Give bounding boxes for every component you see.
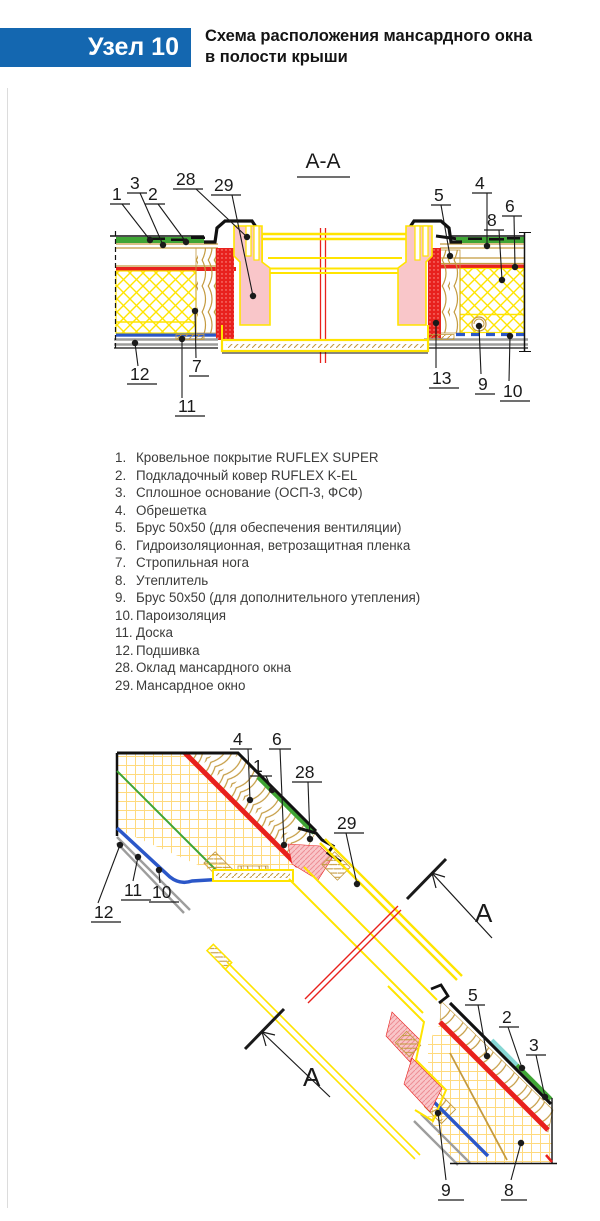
upper-roof-block [117,753,420,1159]
svg-text:12: 12 [130,364,150,384]
glazing-lines [262,234,408,239]
svg-text:8: 8 [504,1180,514,1200]
svg-text:29: 29 [337,813,357,833]
left-roof-layers [110,231,236,350]
svg-text:6: 6 [272,729,282,749]
rafter-wood [196,248,216,333]
window-unit [204,221,462,363]
legend-item: 4. Обрешетка [115,502,207,518]
svg-text:10: 10 [152,882,172,902]
svg-text:5: 5 [434,185,444,205]
callout-3 [127,173,166,248]
legend-item: 1. Кровельное покрытие RUFLEX SUPER [115,450,379,465]
svg-text:6: 6 [505,196,515,216]
svg-text:10: 10 [503,381,523,401]
legend-item: 6. Гидроизоляционная, ветрозащитная пленка [115,537,411,553]
junction-red-band [216,248,234,340]
window-frame-left [234,226,270,325]
section-title: А-А [305,150,341,173]
legend-item: 12. Подшивка [115,642,200,658]
lining-gray [424,340,528,345]
legend-item: 28. Оклад мансардного окна [115,660,292,675]
svg-text:7: 7 [192,356,202,376]
lower-roof-block [386,985,557,1165]
svg-text:12: 12 [94,902,114,922]
svg-text:28: 28 [295,762,315,782]
svg-text:8: 8 [487,210,497,230]
svg-text:3: 3 [529,1035,539,1055]
callout-12 [127,340,157,384]
vent-batten-wood [440,250,460,333]
svg-text:2: 2 [148,184,158,204]
svg-text:2: 2 [502,1007,512,1027]
callout-12 [91,842,123,922]
svg-text:3: 3 [130,173,140,193]
legend-item: 7. Стропильная нога [115,555,249,570]
svg-text:11: 11 [124,880,143,900]
diagram-inclined-section [91,729,557,1200]
insulation-hatch [116,271,196,322]
node-badge: Узел 10 [0,28,191,67]
window-top-frame [288,828,462,1013]
insulation-hatch [460,269,524,315]
callout-6 [502,196,522,270]
board-piece [428,335,454,340]
callout-11 [121,854,151,900]
legend-item: 2. Подкладочный ковер RUFLEX K-EL [115,467,358,483]
svg-text:4: 4 [475,173,485,193]
section-mark-upper [407,859,493,938]
svg-text:9: 9 [441,1180,451,1200]
svg-text:29: 29 [214,175,234,195]
svg-text:9: 9 [478,374,488,394]
svg-text:1: 1 [253,756,263,776]
legend-item: 11. Доска [115,625,173,640]
legend-item: 29. Мансардное окно [115,677,246,693]
page-title-line2: в полости крыши [205,48,348,66]
legend [115,449,420,694]
svg-text:5: 5 [468,985,478,1005]
legend-item: 5. Брус 50х50 (для обеспечения вентиляции) [115,520,402,535]
legend-item: 10. Пароизоляция [115,607,227,623]
opening-lining-lines [222,962,420,1159]
callout-10 [500,333,530,401]
svg-text:А: А [475,898,493,928]
svg-text:11: 11 [178,396,197,416]
junction-red-band [428,248,441,340]
center-axis-red [305,906,401,1003]
diagram-section-a-a [110,150,531,416]
svg-text:4: 4 [233,729,243,749]
svg-text:1: 1 [112,184,122,204]
page-title-line1: Схема расположения мансардного окна [205,27,533,45]
svg-text:28: 28 [176,169,196,189]
svg-text:А: А [303,1062,321,1092]
legend-item: 3. Сплошное основание (ОСП-3, ФСФ) [115,485,363,500]
legend-item: 9. Брус 50х50 (для дополнительного утепления) [115,590,421,605]
flashing-end [431,985,448,1003]
svg-text:13: 13 [432,368,452,388]
lining-gray [114,340,218,345]
legend-item: 8. Утеплитель [115,572,209,588]
